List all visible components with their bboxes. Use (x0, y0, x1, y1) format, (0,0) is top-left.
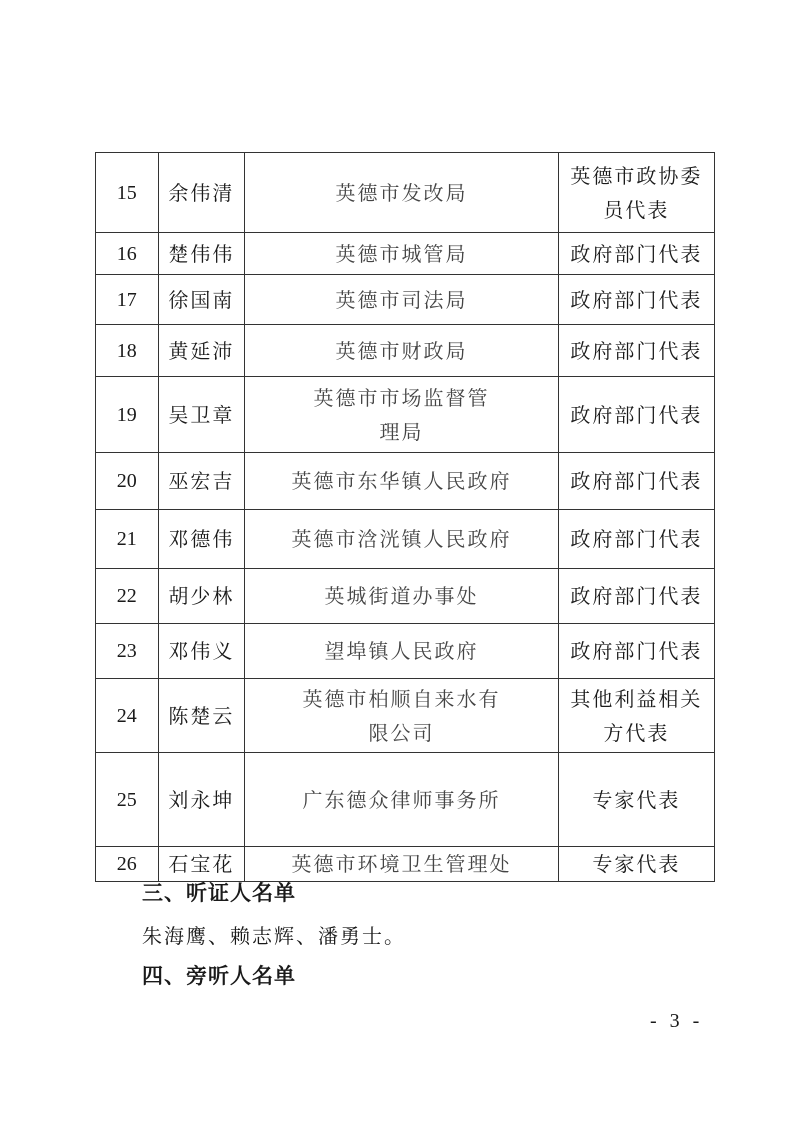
participant-name: 石宝花 (158, 847, 245, 882)
participant-organization: 广东德众律师事务所 (245, 753, 559, 847)
row-number: 15 (96, 153, 159, 233)
participant-organization: 英德市城管局 (245, 233, 559, 275)
participant-table-body (96, 153, 715, 882)
participant-organization: 望埠镇人民政府 (245, 624, 559, 679)
table-row (96, 753, 715, 847)
page-number: - 3 - (650, 1010, 704, 1032)
table-row (96, 510, 715, 569)
table-row (96, 153, 715, 233)
participant-name: 吴卫章 (158, 377, 245, 453)
section-3-heading: 三、听证人名单 (142, 881, 296, 905)
table-row (96, 569, 715, 624)
participant-organization: 英德市环境卫生管理处 (245, 847, 559, 882)
row-number: 26 (96, 847, 159, 882)
participant-name: 胡少林 (158, 569, 245, 624)
participant-organization: 英德市东华镇人民政府 (245, 453, 559, 510)
participant-name: 余伟清 (158, 153, 245, 233)
participant-name: 陈楚云 (158, 679, 245, 753)
table-row (96, 377, 715, 453)
participant-name: 邓伟义 (158, 624, 245, 679)
row-number: 21 (96, 510, 159, 569)
row-number: 18 (96, 325, 159, 377)
participant-name: 徐国南 (158, 275, 245, 325)
participant-role: 政府部门代表 (558, 453, 714, 510)
participant-name: 楚伟伟 (158, 233, 245, 275)
row-number: 16 (96, 233, 159, 275)
participant-role: 政府部门代表 (558, 624, 714, 679)
participant-organization: 英城街道办事处 (245, 569, 559, 624)
participant-name: 巫宏吉 (158, 453, 245, 510)
section-4-heading: 四、旁听人名单 (142, 964, 296, 988)
row-number: 17 (96, 275, 159, 325)
table-row (96, 325, 715, 377)
row-number: 20 (96, 453, 159, 510)
table-row (96, 453, 715, 510)
participant-role: 专家代表 (558, 847, 714, 882)
participant-role: 专家代表 (558, 753, 714, 847)
participant-name: 刘永坤 (158, 753, 245, 847)
participant-role: 其他利益相关方代表 (558, 679, 714, 753)
participant-organization: 英德市司法局 (245, 275, 559, 325)
participant-organization: 英德市市场监督管理局 (245, 377, 559, 453)
table-row (96, 233, 715, 275)
participant-name: 邓德伟 (158, 510, 245, 569)
hearing-officers-list: 朱海鹰、赖志辉、潘勇士。 (142, 924, 406, 948)
participant-organization: 英德市财政局 (245, 325, 559, 377)
row-number: 22 (96, 569, 159, 624)
participant-name: 黄延沛 (158, 325, 245, 377)
participant-organization: 英德市柏顺自来水有限公司 (245, 679, 559, 753)
participant-organization: 英德市发改局 (245, 153, 559, 233)
participant-role: 政府部门代表 (558, 275, 714, 325)
participant-table (95, 152, 715, 882)
participant-role: 政府部门代表 (558, 233, 714, 275)
participant-role: 英德市政协委员代表 (558, 153, 714, 233)
participant-role: 政府部门代表 (558, 325, 714, 377)
table-row (96, 275, 715, 325)
row-number: 24 (96, 679, 159, 753)
participant-organization: 英德市浛洸镇人民政府 (245, 510, 559, 569)
row-number: 19 (96, 377, 159, 453)
participant-role: 政府部门代表 (558, 510, 714, 569)
table-row (96, 679, 715, 753)
row-number: 23 (96, 624, 159, 679)
table-row (96, 624, 715, 679)
participant-role: 政府部门代表 (558, 377, 714, 453)
row-number: 25 (96, 753, 159, 847)
participant-role: 政府部门代表 (558, 569, 714, 624)
